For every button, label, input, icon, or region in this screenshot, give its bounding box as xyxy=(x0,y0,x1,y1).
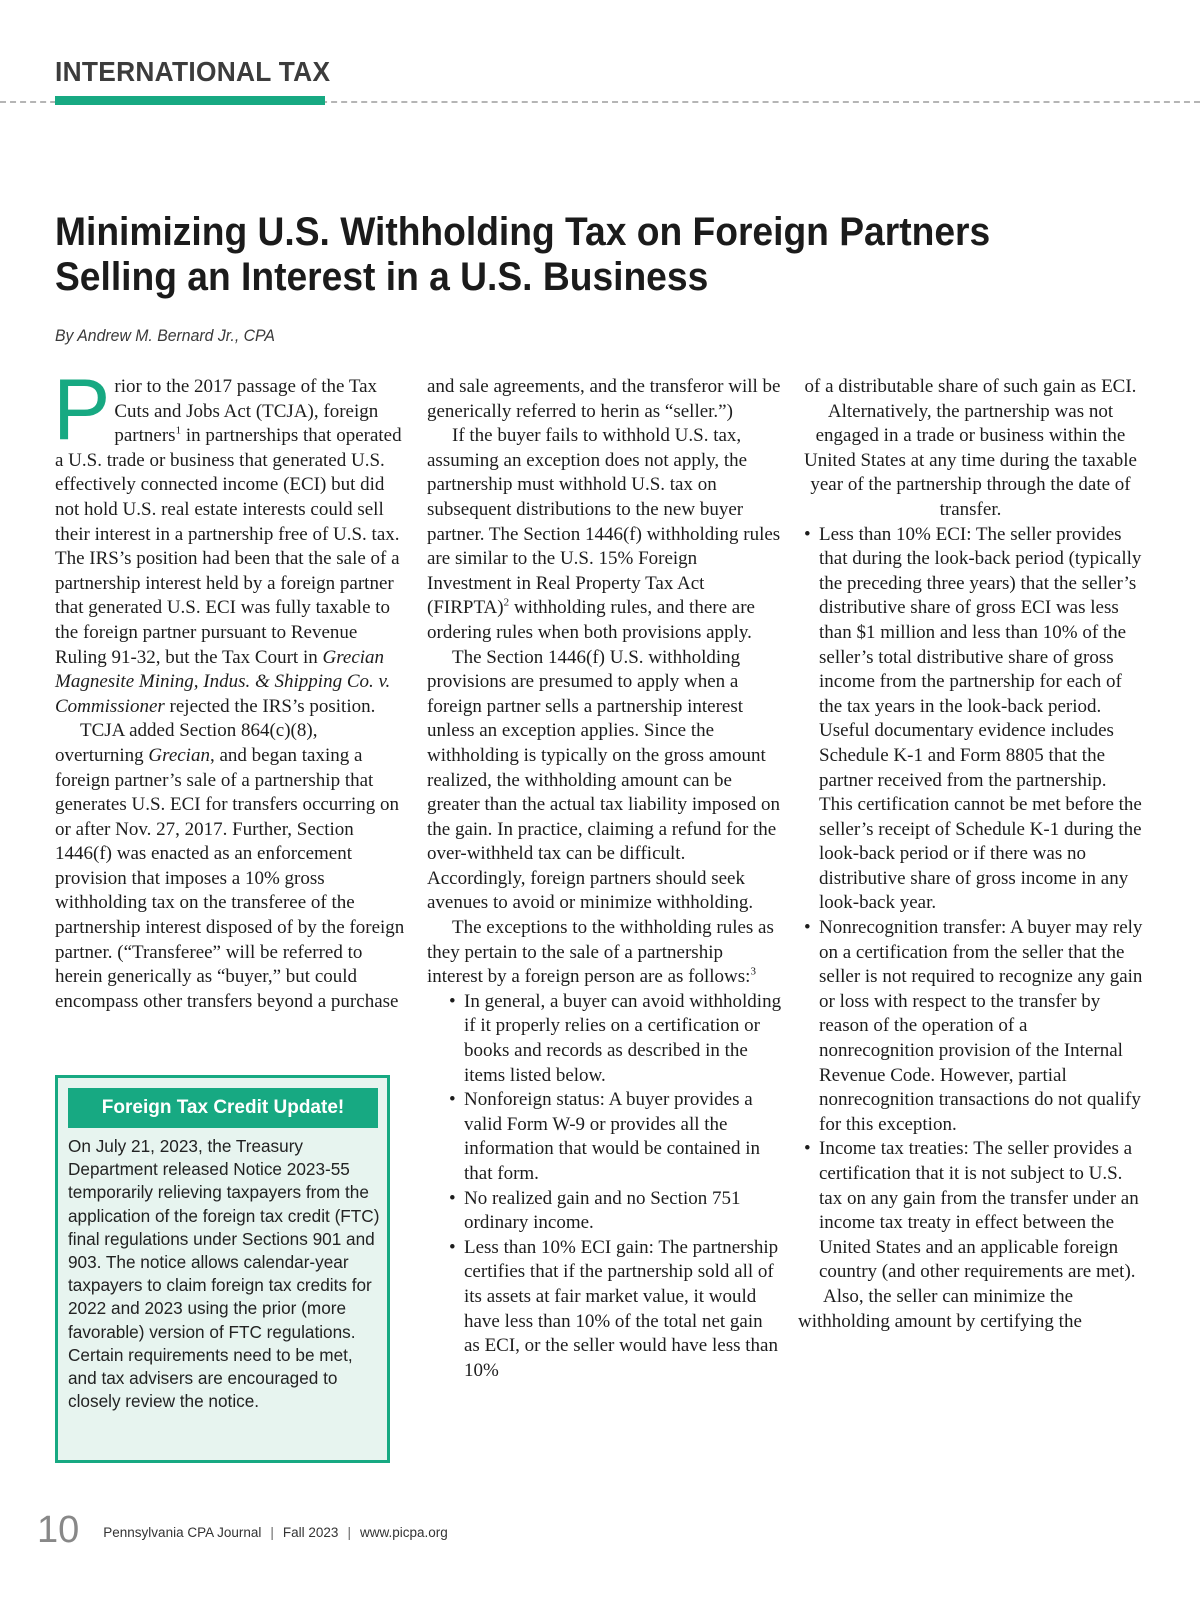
section-label: INTERNATIONAL TAX xyxy=(55,56,331,87)
paragraph: The Section 1446(f) U.S. withholding provisions are presumed to apply when a foreign partner sells a partnership interest unless an exception applies. Since the withholding is typically on the gross amount realized, the withholding amount can be greater than the actual tax liability imposed on the gain. In practice, claiming a refund for the over-withheld tax can be difficult. Accordingly, foreign partners should seek avenues to avoid or minimize withholding. xyxy=(427,646,780,914)
paragraph: of a distributable share of such gain as ECI. Alternatively, the partnership was not engaged in a trade or business within the United States at any time during the taxable year of the partnership through the date of transfer. xyxy=(804,376,1137,520)
paragraph-text: rior to the 2017 passage of the Tax Cuts and Jobs Act (TCJA), foreign partners xyxy=(114,376,379,447)
paragraph-text: withholding rules, and there are ordering rules when both provisions apply. xyxy=(427,597,755,643)
list-item: • Nonforeign status: A buyer provides a valid Form W-9 or provides all the information that would be contained in that form. xyxy=(447,1088,782,1186)
article-column-1 xyxy=(53,362,405,1014)
paragraph-text: If the buyer fails to withhold U.S. tax, assuming an exception does not apply, the partnership must withhold U.S. tax on subsequent distributions to the new buyer partner. The Section 1446(f) withholding rules are similar to the U.S. 15% Foreign Investment in Real Property Tax Act (FIRPTA) xyxy=(427,425,781,619)
case-name: Grecian Magnesite Mining, Indus. & Shipping Co. v. Commissioner xyxy=(55,646,391,717)
footnote-marker: 3 xyxy=(750,965,756,978)
list-item: • Less than 10% ECI: The seller provides that during the look-back period (typically the preceding three years) that the seller’s distributive share of gross ECI was less than $1 million and less than 10% of the seller’s total distributive share of gross income from the partnership for each of the tax years in the look-back period. Useful documentary evidence includes Schedule K-1 and Form 8805 that the partner received from the partnership. This certification cannot be met before the seller’s receipt of Schedule K-1 during the look-back period or if there was no distributive share of gross income in any look-back year. xyxy=(802,523,1143,917)
paragraph-text: TCJA added Section 864(c)(8), overturning xyxy=(55,720,318,766)
footnote-marker: 1 xyxy=(175,424,182,437)
journal-name: Pennsylvania CPA Journal xyxy=(103,1525,262,1540)
list-item: • No realized gain and no Section 751 ordinary income. xyxy=(447,1187,782,1236)
issue-label: Fall 2023 xyxy=(282,1525,339,1540)
header-accent-bar xyxy=(55,96,325,105)
paragraph-text: The exceptions to the withholding rules as they pertain to the sale of a partnership interest by a foreign person are as follows: xyxy=(427,917,774,988)
article-column-3 xyxy=(798,375,1143,1334)
sidebar-body: On July 21, 2023, the Treasury Department released Notice 2023-55 temporarily relieving taxpayers from the application of the foreign tax credit (FTC) final regulations under Sections 901 and 903. The notice allows calendar-year taxpayers to claim foreign tax credits for 2022 and 2023 using the prior (more favorable) version of FTC regulations. Certain requirements need to be met, and tax advisers are encouraged to closely review the notice. xyxy=(68,1136,380,1412)
paragraph-text: , and began taxing a foreign partner’s sale of a partnership that generates U.S. ECI for transfers occurring on or after Nov. 27, 2017. Further, Section 1446(f) was enacted as an enforcement provision that imposes a 10% gross withholding tax on the transferee of the partnership interest disposed of by the foreign partner. (“Transferee” will be referred to herein generically as “buyer,” but could encompass other transfers beyond a purchase xyxy=(55,744,405,1012)
list-item: • Nonrecognition transfer: A buyer may rely on a certification from the seller that the seller is not required to recognize any gain or loss with respect to the transfer by reason of the operation of a nonrecognition provision of the Internal Revenue Code. However, partial nonrecognition transactions do not qualify for this exception. xyxy=(802,916,1143,1137)
list-item: • Income tax treaties: The seller provides a certification that it is not subject to U.S. tax on any gain from the transfer under an income tax treaty in effect between the United States and an applicable foreign country (and other requirements are met). xyxy=(802,1137,1143,1285)
paragraph-text: rejected the IRS’s position. xyxy=(164,695,376,717)
footer-separator: | xyxy=(347,1525,351,1540)
article-column-2 xyxy=(427,375,782,1383)
paragraph: Also, the seller can minimize the withholding amount by certifying the xyxy=(798,1285,1082,1332)
paragraph: and sale agreements, and the transferor will be generically referred to herin as “seller.”) xyxy=(427,376,781,422)
paragraph xyxy=(427,424,782,645)
paragraph-text: in partnerships that operated a U.S. trade or business that generated U.S. effectively connected income (ECI) but did not hold U.S. real estate interests could sell their interest in a partnership free of U.S. tax. The IRS’s position had been that the sale of a partnership interest held by a foreign partner that generated U.S. ECI was fully taxable to the foreign partner pursuant to Revenue Ruling 91-32, but the Tax Court in xyxy=(55,425,402,668)
exceptions-list-continued xyxy=(802,523,1143,1285)
paragraph xyxy=(427,916,782,990)
footnote-marker: 2 xyxy=(503,597,510,610)
paragraph xyxy=(55,719,405,1014)
drop-cap: P xyxy=(53,362,111,458)
sidebar-title: Foreign Tax Credit Update! xyxy=(68,1088,378,1128)
exceptions-list xyxy=(447,990,782,1384)
sidebar-box xyxy=(55,1075,390,1463)
article-byline: By Andrew M. Bernard Jr., CPA xyxy=(55,326,275,345)
footer-separator: | xyxy=(270,1525,274,1540)
case-name: Grecian xyxy=(148,744,210,766)
list-item: • Less than 10% ECI gain: The partnership certifies that if the partnership sold all of its assets at fair market value, it would have less than 10% of the total net gain as ECI, or the seller would have less than 10% xyxy=(447,1236,782,1384)
website-link[interactable]: www.picpa.org xyxy=(359,1525,448,1540)
page-number: 10 xyxy=(37,1509,80,1551)
article-title: Minimizing U.S. Withholding Tax on Foreign Partners Selling an Interest in a U.S. Business xyxy=(55,210,991,299)
paragraph xyxy=(53,362,405,719)
page-footer xyxy=(37,1506,448,1550)
list-item: • In general, a buyer can avoid withholding if it properly relies on a certification or books and records as described in the items listed below. xyxy=(447,990,782,1088)
